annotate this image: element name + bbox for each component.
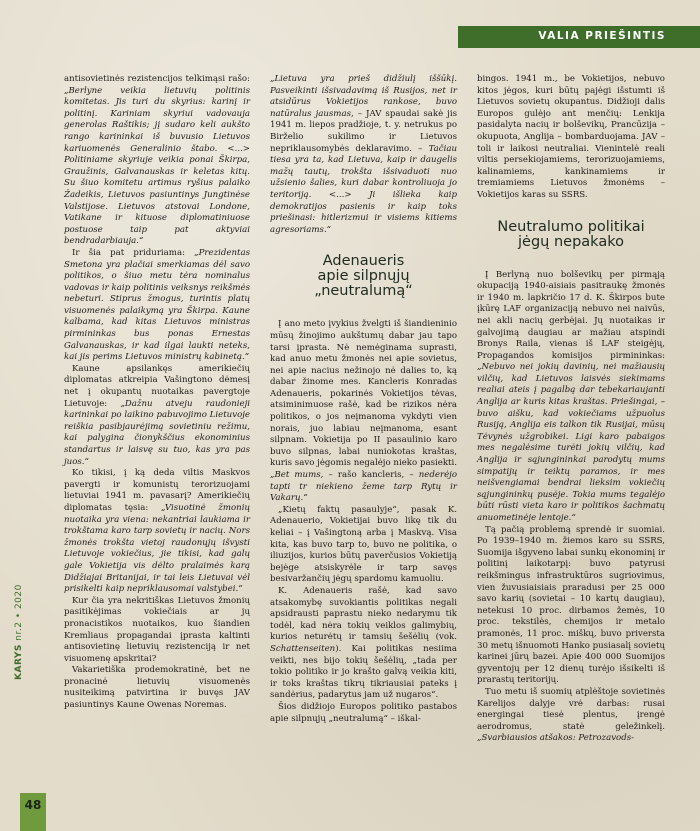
paragraph: Ko tikisi, į ką deda viltis Maskvos pavergti ir komunistų terorizuojami lietuviai 1941 m. pavasarį? Amerikiečių diplomatas tęsia: „Visuotinė žmonių nuotaika yra viena: nekantriai laukiama ir trokštama karo tarp sovietų ir nacių. Nors žmonės trokšta vietoj raudonųjų išvysti Lietuvoje vokiečius, jie tikisi, kad galų gale Vokietija vis dėlto pralaimės karą Didžiajai Britanijai, ir tai leis Lietuvai vėl prisikelti kaip nepriklausomai valstybei.“ (64, 468, 250, 595)
issue-label (14, 584, 24, 680)
paragraph: Ir šia pat priduriama: „Prezidentas Smetona yra plačiai smerkiamas dėl savo politikos, o šiuo metu tėra nominalus vadovas ir kaip politinis veiksnys reikšmės nebeturi. Stiprus žmogus, turintis platų visuomenės palaikymą yra Škirpa. Kaune kalbama, kad kitas Lietuvos ministras pirmininkas bus ponas Ernestas Galvanauskas, ir kad ilgai laukti neteks, kai jis perims Lietuvos ministrų kabinetą.“ (64, 247, 250, 363)
subheading-adenaueris: Adenaueris apie silpnųjų „neutralumą“ (314, 253, 413, 300)
paragraph: Kaune apsilankęs amerikiečių diplomatas atkreipia Vašingtono dėmesį net į okupantų nuotaikas pavergtoje Lietuvoje: „Dažnu atveju raudonieji karininkai po laikino pabuvojimo Lietuvoje reiškia pasibjaurėjimą sovietiniu režimu, kai palygina čionykščius ekonominius standartus ir laisvę su tuo, kas yra pas juos.“ (64, 363, 250, 467)
paragraph: „Lietuva yra prieš didžiulį iššūkį. Pasveikinti išsivadavimą iš Rusijos, net ir atsidūrus Vokietijos rankose, buvo natūralus jausmas, – JAV spaudai sakė jis 1941 m. liepos pradžioje, t. y. netrukus po Birželio sukilimo ir Lietuvos nepriklausomybės deklaravimo. – Tačiau tiesa yra ta, kad Lietuva, kaip ir daugelis mažų tautų, trokšta išsivaduoti nuo užsienio šalies, kuri dabar kontroliuoja jo teritoriją. <...> Ji išlieka kaip demokratijos pasienis ir kaip toks priešinasi: hitlerizmui ir visiems kitiems agresoriams.“ (270, 74, 457, 235)
paragraph: antisovietinės rezistencijos telkimąsi rašo: „Berlyne veikia lietuvių politinis komitetas. Jis turi du skyrius: karinį ir politinį. Kariniam skyriui vadovauja generolas Raštikis; jį sudaro keli aukšto rango karininkai iš buvusio Lietuvos kariuomenės Generalinio štabo. <...> Politiniame skyriuje veikia ponai Škirpa, Graužinis, Galvanauskas ir keletas kitų. Su šiuo komitetu artimus ryšius palaiko Žadeikis, Lietuvos pasiuntinys Jungtinėse Valstijose. Lietuvos atstovai Londone, Vatikane ir kituose diplomatiniuose postuose taip pat aktyviai bendradarbiauja.“ (64, 74, 250, 247)
magazine-name: KARYS (14, 644, 24, 680)
section-title: VALIA PRIEŠINTIS (538, 30, 666, 42)
subheading-neutralumo: Neutralumo politikai jėgų nepakako (497, 218, 645, 250)
issue-number: nr.2 • 2020 (14, 584, 24, 641)
page-number: 48 (24, 798, 42, 812)
text-column-2 (270, 74, 457, 725)
paragraph: bingos. 1941 m., be Vokietijos, nebuvo kitos jėgos, kuri būtų pajėgi išstumti iš Lietuvos sovietų okupantus. Didžioji dalis Europos gulėjo ant menčių: Lenkija pasidalyta nacių ir bolševikų, Prancūzija – okupuota, Anglija – bombarduojama. JAV – toli ir laikosi neutraliai. Vienintelė reali viltis persekiojamiems, terorizuojamiems, kalinamiems, kankinamiems ir tremiamiems Lietuvos žmonėms – Vokietijos karas su SSRS. (477, 74, 665, 200)
text-column-3 (477, 74, 665, 745)
paragraph: Į ano meto įvykius žvelgti iš šiandieninio mūsų žinojimo aukštumų dabar jau tapo tarsi įprasta. Nė nemėginama suprasti, kad anuo metu žmonės nei apie sovietus, nei apie nacius nežinojo nė dalies to, ką dabar žinome mes. Kancleris Konradas Adenaueris, pokarinės Vokietijos tėvas, atsiminimuose rašė, kad be rizikos nėra politikos, o jos neįmanoma vykdyti vien norais, juo labiau neįmanoma, esant silpnam. Vokietija po II pasaulinio karo buvo silpnas, labai nuniokotas kraštas, kuris savo jėgomis negalėjo nieko pasiekti. „Bet mums, – rašo kancleris, – nederėjo tapti tr niekieno žeme tarp Rytų ir Vakarų.“ (270, 319, 457, 504)
paragraph: Į Berlyną nuo bolševikų per pirmąją okupaciją 1940-aisiais pasitraukę žmonės ir 1940 m. lapkričio 17 d. K. Škirpos bute įkūrę LAF organizaciją nebuvo nei naivūs, nei akli nacių gerbėjai. Jų nuotaikas ir galvojimą daugiau ar mažiau atspindi Bronys Raila, vienas iš LAF steigėjų, Propagandos komisijos pirmininkas: „Nebuvo nei jokių davinių, nei mažiausių vilčių, kad Lietuvos laisvės siekimams realiai ateis į pagalbą dar tebekariaujanti Anglija ar kuris kitas kraštas. Priešingai, – buvo aišku, kad vokiečiams užpuolus Rusiją, Anglija eis talkon tik Rusijai, mūsų Tėvynės užgrobikei. Ligi karo pabaigos mes negalėsime turėti jokių vilčių, kad Anglija ir sąjungininkai parodytų mums simpatijų ir teiktų paramos, ir mes neišvengiamai bendrai lieksim vokiečių sąjungininkų pusėje. Tokia mums tegalėjo būti rūsti vieta karo ir politikos šachmatų anuometinėje lentoje.“ (477, 269, 665, 523)
paragraph: K. Adenaueris rašė, kad savo atsakomybę suvokiantis politikas negali apsidrausti paprastu nieko nedarymu tik todėl, kad nėra tokių veiklos galimybių, kurios neturėtų ir tamsių šešėlių (vok. Schattenseiten). Kai politikas nesiima veikti, nes bijo tokių šešėlių, „tada per tokio politiko ir jo krašto galvą veikia kiti, ir toks kraštas tikrų tikriausiai pateks į sandėrius, padarytus jam už nugaros“. (270, 585, 457, 701)
paragraph: Vakarietiška prodemokratinė, bet ne pronacinė lietuvių visuomenės nusiteikimą patvirtina ir buvęs JAV pasiuntinys Kaune Owenas Noremas. (64, 665, 250, 711)
paragraph: Tą pačią problemą sprendė ir suomiai. Po 1939–1940 m. žiemos karo su SSRS, Suomija išgyveno labai sunkų ekonominį ir politinį laikotarpį: buvo patyrusi reikšmingus infrastruktūros sugriovimus, vien žuvusiaisiais praradusi per 25 000 savo karių (sovietai – 10 kartų daugiau), netekusi 10 proc. dirbamos žemės, 10 proc. tekstilės, chemijos ir metalo pramonės, 11 proc. miškų, buvo priversta 30 metų išnuomoti Hanko pusiasalį sovietų karinei jūrų bazei. Apie 400 000 Suomijos gyventojų per 12 dienų turėjo išsikelti iš prarastų teritorijų. (477, 524, 665, 686)
paragraph: Šios didžiojo Europos politiko pastabos apie silpnųjų „neutralumą“ – iškal- (270, 701, 457, 724)
paragraph: „Kietų faktų pasaulyje“, pasak K. Adenauerio, Vokietijai buvo likę tik du keliai – į Vašingtoną arba į Maskvą. Visa kita, kas buvo tarp to, buvo ne politika, o iliuzijos, kurios būtų paverčusios Vokietiją bejėge atsiskyrėle ir tarp savęs besivaržančių jėgų spardomu kamuoliu. (270, 504, 457, 585)
page-number-box (20, 793, 46, 831)
text-column-1 (64, 74, 250, 712)
paragraph: Tuo metu iš suomių atplėštoje sovietinės Karelijos dalyje vrė darbas: rusai energingai tiesė plentus, įrengė aerodromus, statė geležinkelį. „Svarbiausios atšakos: Petrozavods- (477, 686, 665, 744)
paragraph: Kur čia yra nekritiškas Lietuvos žmonių pasitikėjimas vokiečiais ar jų pronacistikos nuotaikos, kuo šiandien Kremliaus propagandai įprasta kaltinti antisovietinę lietuvių rezistenciją ir net visuomenę apskritai? (64, 595, 250, 664)
section-header-bar (458, 26, 700, 48)
